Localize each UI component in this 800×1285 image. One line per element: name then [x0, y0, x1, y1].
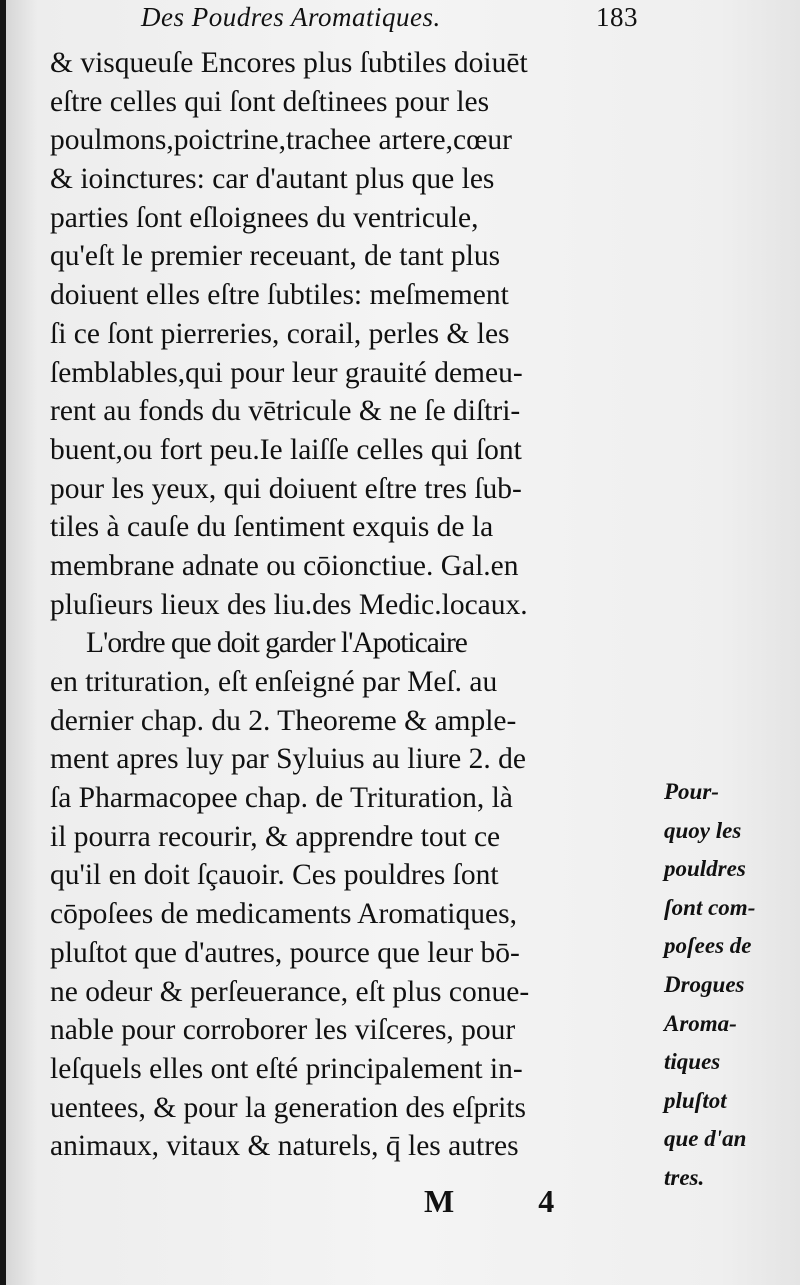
- text-line: eſtre celles qui ſont deſtinees pour les: [50, 85, 490, 118]
- text-line: qu'il en doit ſçauoir. Ces pouldres ſont: [50, 859, 499, 892]
- signature-mark: M 4: [424, 1183, 593, 1219]
- text-line: ne odeur & perſeuerance, eſt plus conue-: [50, 975, 530, 1008]
- margin-note-line: pouldres: [664, 856, 746, 882]
- margin-note: [664, 773, 800, 1198]
- text-line: pluſtot que d'autres, pource que leur bō-: [50, 936, 520, 969]
- text-line: poulmons,poictrine,trachee artere,cœur: [50, 124, 512, 157]
- text-line: pluſieurs lieux des liu.des Medic.locaux.: [50, 588, 528, 621]
- running-head-title: Des Poudres Aromatiques.: [141, 2, 441, 32]
- text-line: rent au fonds du vētricule & ne ſe diſtri-: [50, 395, 521, 428]
- text-line: leſquels elles ont eſté principalement in-: [50, 1052, 523, 1085]
- body-text: [50, 44, 660, 1166]
- margin-note-line: tres.: [664, 1164, 705, 1190]
- text-line: en trituration, eſt enſeigné par Meſ. au: [50, 666, 498, 698]
- text-line: ſemblables,qui pour leur grauité demeu-: [50, 356, 523, 389]
- text-line: dernier chap. du 2. Theoreme & ample-: [50, 704, 517, 737]
- text-line: tiles à cauſe du ſentiment exquis de la: [50, 511, 494, 544]
- text-line: animaux, vitaux & naturels, q̄ les autres: [50, 1130, 519, 1163]
- margin-note-line: pluſtot: [664, 1087, 727, 1113]
- page-number: 183: [596, 2, 638, 32]
- text-line: ſa Pharmacopee chap. de Trituration, là: [50, 782, 513, 815]
- margin-note-line: quoy les: [664, 817, 742, 843]
- text-line: & visqueuſe Encores plus ſubtiles doiuēt: [50, 47, 528, 79]
- running-head: [141, 2, 661, 38]
- margin-note-line: Aroma-: [664, 1010, 737, 1036]
- margin-note-line: tiques: [664, 1049, 721, 1075]
- margin-note-line: Drogues: [664, 971, 745, 997]
- margin-note-line: Pour-: [664, 779, 719, 804]
- margin-note-line: ſont com-: [664, 894, 756, 920]
- text-line: il pourra recourir, & apprendre tout ce: [50, 820, 501, 853]
- text-line: & ioinctures: car d'autant plus que les: [50, 163, 495, 196]
- text-line: uentees, & pour la generation des eſprits: [50, 1091, 526, 1124]
- text-line: doiuent elles eſtre ſubtiles: meſmement: [50, 279, 509, 312]
- text-line: parties ſont eſloignees du ventricule,: [50, 201, 479, 234]
- margin-note-line: que d'an: [664, 1126, 747, 1152]
- text-line: ſi ce ſont pierreries, corail, perles & les: [50, 317, 510, 350]
- margin-note-line: poſees de: [664, 933, 752, 959]
- text-line: ment apres luy par Syluius au liure 2. de: [50, 743, 526, 776]
- text-line: buent,ou fort peu.Ie laiſſe celles qui ſont: [50, 433, 522, 466]
- text-line: qu'eſt le premier receuant, de tant plus: [50, 240, 501, 273]
- paragraph-start-line: L'ordre que doit garder l'Apoticaire: [86, 627, 467, 660]
- text-line: pour les yeux, qui doiuent eſtre tres ſub-: [50, 472, 522, 505]
- book-page: [6, 0, 800, 1285]
- text-line: membrane adnate ou cōionctiue. Gal.en: [50, 549, 519, 582]
- text-line: nable pour corroborer les viſceres, pour: [50, 1014, 516, 1047]
- text-line: cōpoſees de medicaments Aromatiques,: [50, 898, 517, 931]
